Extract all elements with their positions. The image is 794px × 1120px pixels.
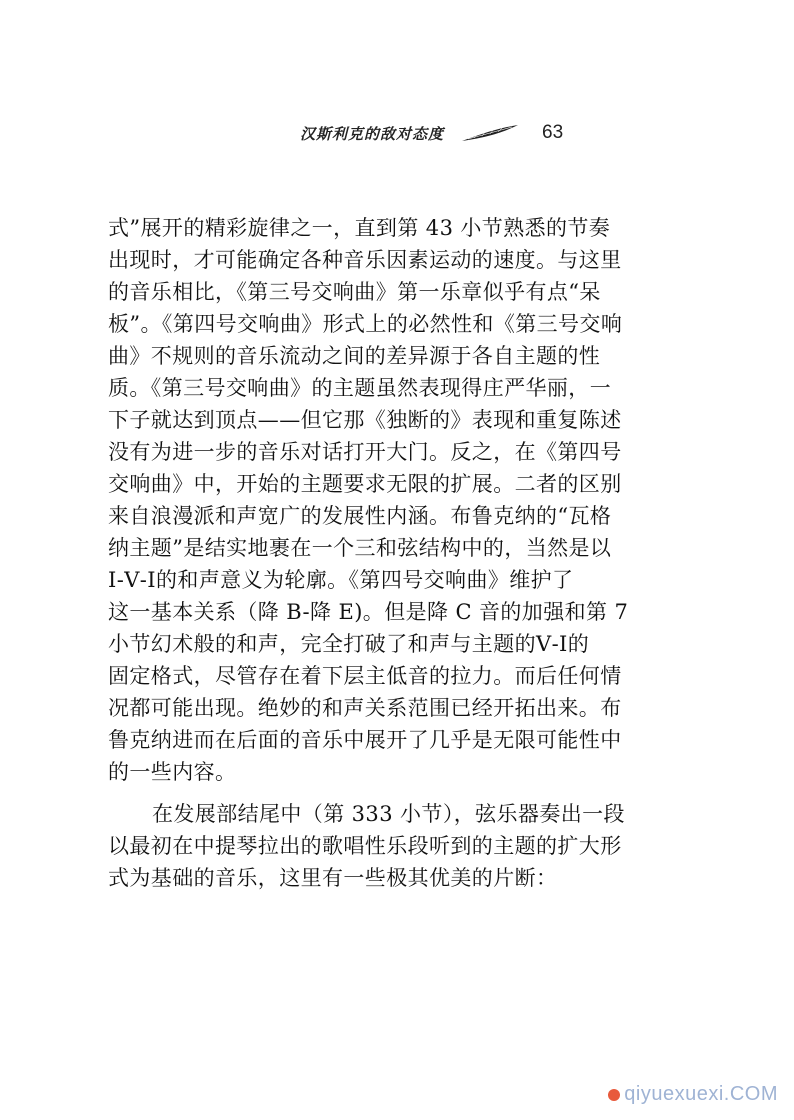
text-line: Ⅰ-Ⅴ-Ⅰ的和声意义为轮廓。《第四号交响曲》维护了	[108, 568, 574, 592]
running-header	[300, 120, 563, 146]
text-line: 鲁克纳进而在后面的音乐中展开了几乎是无限可能性中	[108, 728, 622, 752]
running-title: 汉斯利克的敌对态度	[300, 124, 445, 143]
body-text	[108, 212, 668, 894]
text-line: 式”展开的精彩旋律之一，直到第 43 小节熟悉的节奏	[108, 216, 611, 240]
text-line: 纳主题”是结实地裹在一个三和弦结构中的，当然是以	[108, 536, 612, 560]
text-line: 下子就达到顶点——但它那《独断的》表现和重复陈述	[108, 408, 622, 432]
text-line: 式为基础的音乐，这里有一些极其优美的片断：	[108, 866, 558, 890]
text-line: 板”。《第四号交响曲》形式上的必然性和《第三号交响	[108, 312, 623, 336]
site-watermark	[608, 1083, 778, 1106]
text-line: 出现时，才可能确定各种音乐因素运动的速度。与这里	[108, 248, 622, 272]
text-line: 的音乐相比，《第三号交响曲》第一乐章似乎有点“呆	[108, 280, 601, 304]
text-line: 质。《第三号交响曲》的主题虽然表现得庄严华丽，一	[108, 376, 612, 400]
text-line: 固定格式，尽管存在着下层主低音的拉力。而后任何情	[108, 664, 622, 688]
text-line: 这一基本关系（降 B-降 E)。但是降 C 音的加强和第 7	[108, 600, 629, 624]
text-line: 小节幻术般的和声，完全打破了和声与主题的Ⅴ-Ⅰ的	[108, 632, 590, 656]
feather-ornament-icon	[460, 123, 520, 143]
text-line: 况都可能出现。绝妙的和声关系范围已经开拓出来。布	[108, 696, 622, 720]
text-line: 曲》不规则的音乐流动之间的差异源于各自主题的性	[108, 344, 601, 368]
text-line: 以最初在中提琴拉出的歌唱性乐段听到的主题的扩大形	[108, 834, 622, 858]
watermark-text: qiyuexuexi.COM	[624, 1083, 778, 1105]
text-line: 来自浪漫派和声宽广的发展性内涵。布鲁克纳的“瓦格	[108, 504, 612, 528]
text-line: 的一些内容。	[108, 760, 237, 784]
text-line: 交响曲》中，开始的主题要求无限的扩展。二者的区别	[108, 472, 622, 496]
watermark-logo-icon	[608, 1089, 620, 1101]
page-number: 63	[542, 122, 564, 143]
text-line: 在发展部结尾中（第 333 小节），弦乐器奏出一段	[152, 802, 625, 826]
text-line: 没有为进一步的音乐对话打开大门。反之，在《第四号	[108, 440, 622, 464]
